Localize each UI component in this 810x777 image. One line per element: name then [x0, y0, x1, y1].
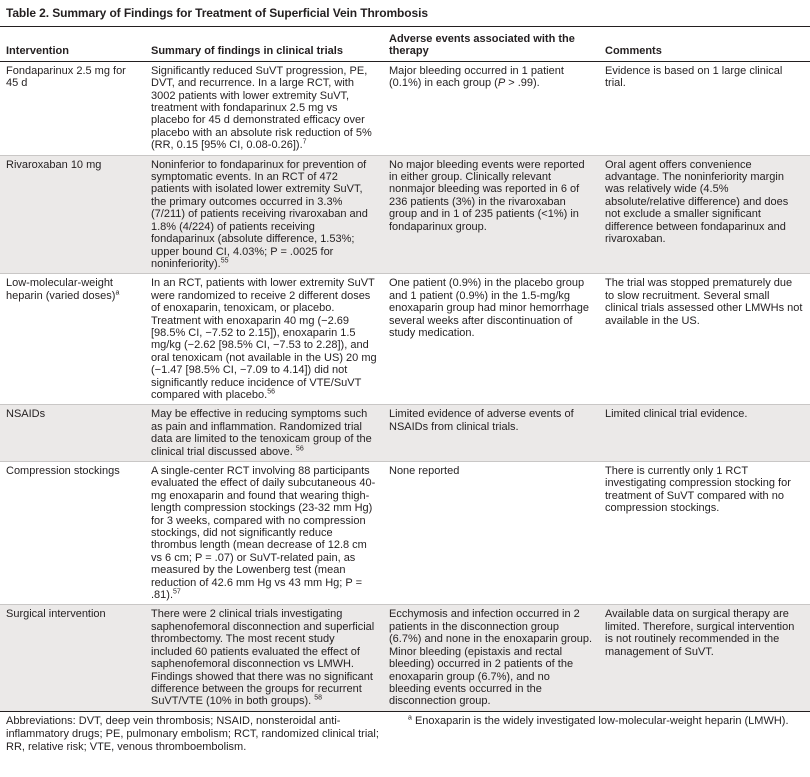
- table-row: [0, 405, 810, 462]
- comments-cell: There is currently only 1 RCT investigating compression stocking for treatment of SuVT compared with no compression stockings.: [605, 465, 791, 515]
- adverse-events-cell: Ecchymosis and infection occurred in 2 patients in the disconnection group (6.7%) and none in the enoxaparin group. Minor bleeding (epistaxis and rectal bleeding) occurred in 2 patients of the enoxaparin group (6.7%), and no bleeding events occurred in the disconnection group.: [389, 608, 593, 708]
- footnote: [408, 715, 808, 728]
- column-header-adverse-events: Adverse events associated with the therapy: [389, 33, 575, 58]
- adverse-events-cell: One patient (0.9%) in the placebo group and 1 patient (0.9%) in the 1.5-mg/kg enoxaparin group had minor hemorrhage several weeks after discontinuation of study medication.: [389, 277, 589, 339]
- table-row: [0, 605, 810, 711]
- footnote-text: Enoxaparin is the widely investigated low-molecular-weight heparin (LMWH).: [411, 715, 789, 727]
- table-row: [0, 61, 810, 155]
- table-row: [0, 155, 810, 274]
- adverse-events-cell: No major bleeding events were reported in either group. Clinically relevant nonmajor bleeding was reported in 6 of 236 patients (3%) in the rivaroxaban group and in 1 of 235 patients (<1%) in fondaparinux group.: [389, 158, 585, 233]
- comments-cell: Available data on surgical therapy are limited. Therefore, surgical intervention is not routinely recommended in the management of SuVT.: [605, 608, 795, 658]
- intervention-cell: Rivaroxaban 10 mg: [6, 158, 102, 171]
- findings-cell: In an RCT, patients with lower extremity SuVT were randomized to receive 2 different doses of enoxaparin, tenoxicam, or placebo. Treatment with enoxaparin 40 mg (−2.69 [98.5% CI, −7.52 to 2.15]), enoxaparin 1.5 mg/kg (−2.62 [98.5% CI, −7.53 to 2.28]), and oral tenoxicam (not available in the US) 20 mg (−1.47 [98.5% CI, −7.09 to 4.14]) did not significantly reduce incidence of VTE/SuVT compared with placebo.$^{56}$: [151, 277, 377, 401]
- comments-cell: The trial was stopped prematurely due to slow recruitment. Several small clinical trials assessed other LMWHs not available in the US.: [605, 277, 803, 327]
- intervention-cell: Surgical intervention: [6, 608, 106, 621]
- top-rule: [0, 26, 810, 27]
- adverse-events-cell: None reported: [389, 465, 460, 477]
- intervention-cell: Compression stockings: [6, 465, 120, 477]
- comments-cell: Evidence is based on 1 large clinical trial.: [605, 64, 783, 90]
- adverse-events-cell: Major bleeding occurred in 1 patient (0.1%) in each group (P > .99).: [389, 64, 564, 90]
- findings-cell: A single-center RCT involving 88 participants evaluated the effect of daily subcutaneous 40-mg enoxaparin and found that wearing thigh-length compression stockings (23-32 mm Hg) for 3 weeks, compared with no compression stockings, did not significantly reduce thrombus length (mean decrease of 12.8 cm vs 6 cm; P = .07) or SuVT-related pain, as measured by the Lowenberg test (mean reduction of 42.6 mm Hg vs 43 mm Hg; P = .81).$^{57}$: [151, 465, 376, 602]
- table-row: [0, 274, 810, 405]
- findings-cell: There were 2 clinical trials investigating saphenofemoral disconnection and superficial thrombectomy. The most recent study included 60 patients evaluated the effect of saphenofemoral disconnection vs LMWH. Findings showed that there was no significant difference between the groups for recurrent SuVT/VTE (10% in both groups). $^{58}$: [151, 608, 375, 708]
- findings-cell: May be effective in reducing symptoms such as pain and inflammation. Randomized trial data are limited to the tenoxicam group of the clinical trial discussed above. $^{56}$: [151, 408, 372, 458]
- intervention-cell: Fondaparinux 2.5 mg for 45 d: [6, 64, 126, 90]
- column-header-comments: Comments: [605, 45, 662, 58]
- comments-cell: Oral agent offers convenience advantage. The noninferiority margin was relatively wide (4.5% absolute/relative difference) and does not exclude a smaller significant difference between fondaparinux and rivaroxaban.: [605, 158, 789, 246]
- column-header-intervention: Intervention: [6, 45, 69, 58]
- findings-cell: Significantly reduced SuVT progression, PE, DVT, and recurrence. In a large RCT, with 3002 patients with lower extremity SuVT, treatment with fondaparinux 2.5 mg vs placebo for 45 d demonstrated efficacy over placebo with an absolute risk reduction of 5% (RR, 0.15 [95% CI, 0.08-0.26]).$^7$: [151, 64, 372, 152]
- comments-cell: Limited clinical trial evidence.: [605, 408, 748, 421]
- footnote-mark: a: [408, 714, 412, 722]
- table-title: Table 2. Summary of Findings for Treatment of Superficial Vein Thrombosis: [6, 6, 428, 20]
- header-row: [0, 29, 810, 61]
- adverse-events-cell: Limited evidence of adverse events of NSAIDs from clinical trials.: [389, 408, 574, 433]
- abbreviations-note: Abbreviations: DVT, deep vein thrombosis; NSAID, nonsteroidal anti-inflammatory drugs; PE, pulmonary embolism; RCT, randomized clinical trial; RR, relative risk; VTE, venous thromboembolism.: [6, 715, 379, 753]
- intervention-cell: NSAIDs: [6, 408, 46, 421]
- intervention-cell: Low-molecular-weight heparin (varied doses)$^a$: [6, 277, 120, 302]
- findings-table: [0, 29, 810, 712]
- findings-cell: Noninferior to fondaparinux for prevention of symptomatic events. In an RCT of 472 patients with isolated lower extremity SuVT, the primary outcomes occurred in 3.3% (7/211) of patients receiving rivaroxaban and 1.8% (4/224) of patients receiving fondaparinux (absolute difference, 1.53%; upper bound CI, 4.03%; P = .0025 for noninferiority).$^{55}$: [151, 158, 368, 270]
- column-header-findings: Summary of findings in clinical trials: [151, 45, 343, 58]
- table-row: [0, 462, 810, 605]
